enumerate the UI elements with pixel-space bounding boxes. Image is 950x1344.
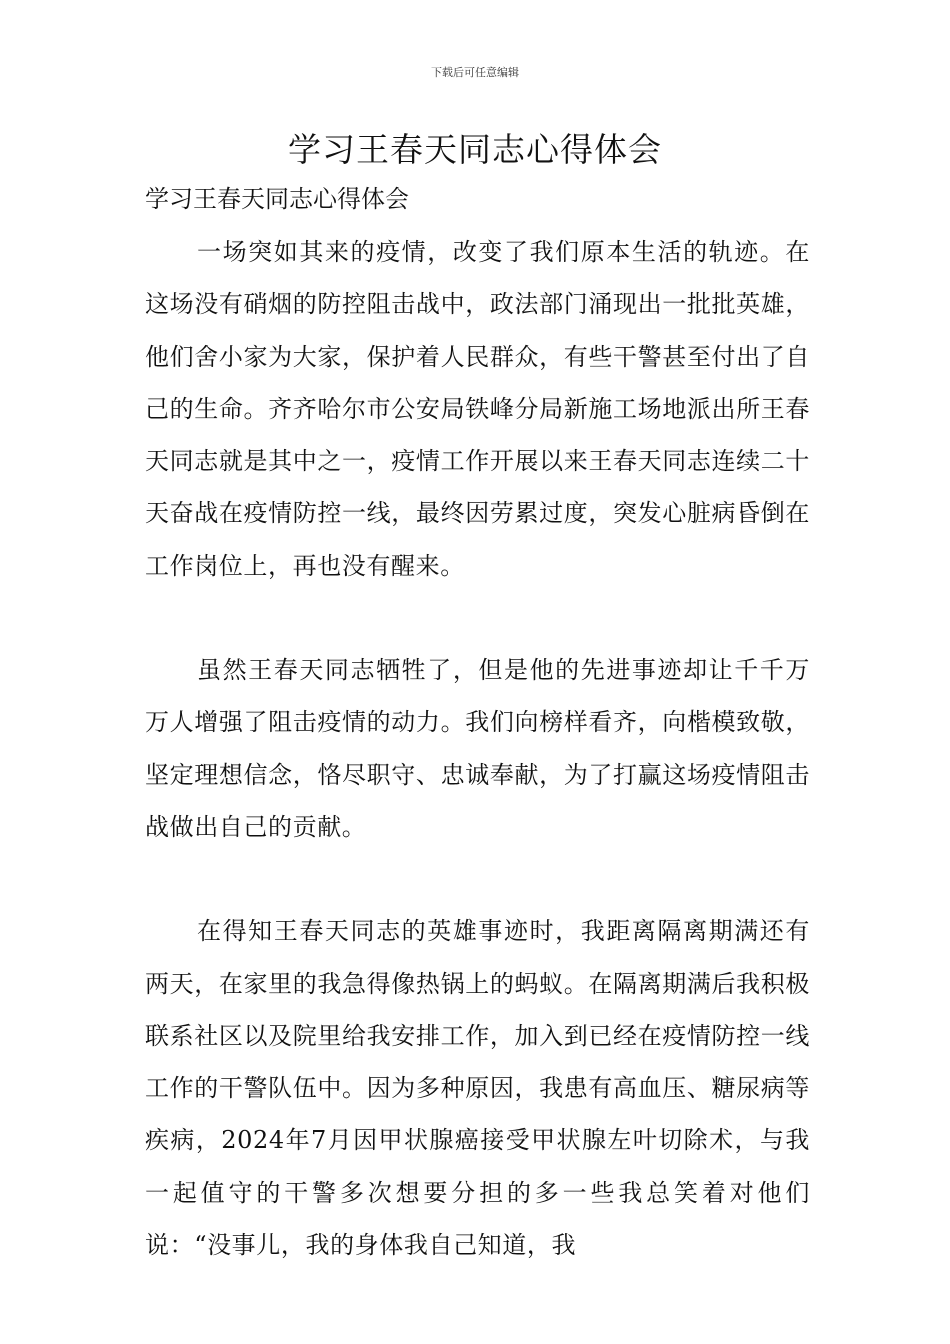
header-note: 下载后可任意编辑	[431, 66, 519, 79]
page-title: 学习王春天同志心得体会	[288, 130, 662, 169]
paragraph-3: 在得知王春天同志的英雄事迹时，我距离隔离期满还有两天，在家里的我急得像热锅上的蚂蚁。在隔离期满后我积极联系社区以及院里给我安排工作，加入到已经在疫情防控一线工作的干警队伍中。因为多种原因，我患有高血压、糖尿病等疾病，2024年7月因甲状腺癌接受甲状腺左叶切除术，与我一起值守的干警多次想要分担的多一些我总笑着对他们说：“没事儿，我的身体我自己知道，我	[145, 917, 810, 1260]
paragraph-1: 一场突如其来的疫情，改变了我们原本生活的轨迹。在这场没有硝烟的防控阻击战中，政法部门涌现出一批批英雄，他们舍小家为大家，保护着人民群众，有些干警甚至付出了自己的生命。齐齐哈尔市公安局铁峰分局新施工场地派出所王春天同志就是其中之一，疫情工作开展以来王春天同志连续二十天奋战在疫情防控一线，最终因劳累过度，突发心脏病昏倒在工作岗位上，再也没有醒来。	[145, 238, 810, 580]
paragraph-gap	[145, 853, 810, 905]
paragraph-2: 虽然王春天同志牺牲了，但是他的先进事迹却让千千万万人增强了阻击疫情的动力。我们向榜样看齐，向楷模致敬，坚定理想信念，恪尽职守、忠诚奉献，为了打赢这场疫情阻击战做出自己的贡献。	[145, 656, 810, 841]
paragraph-gap	[145, 592, 810, 644]
document-body	[145, 226, 810, 1271]
document-subtitle: 学习王春天同志心得体会	[145, 185, 409, 213]
